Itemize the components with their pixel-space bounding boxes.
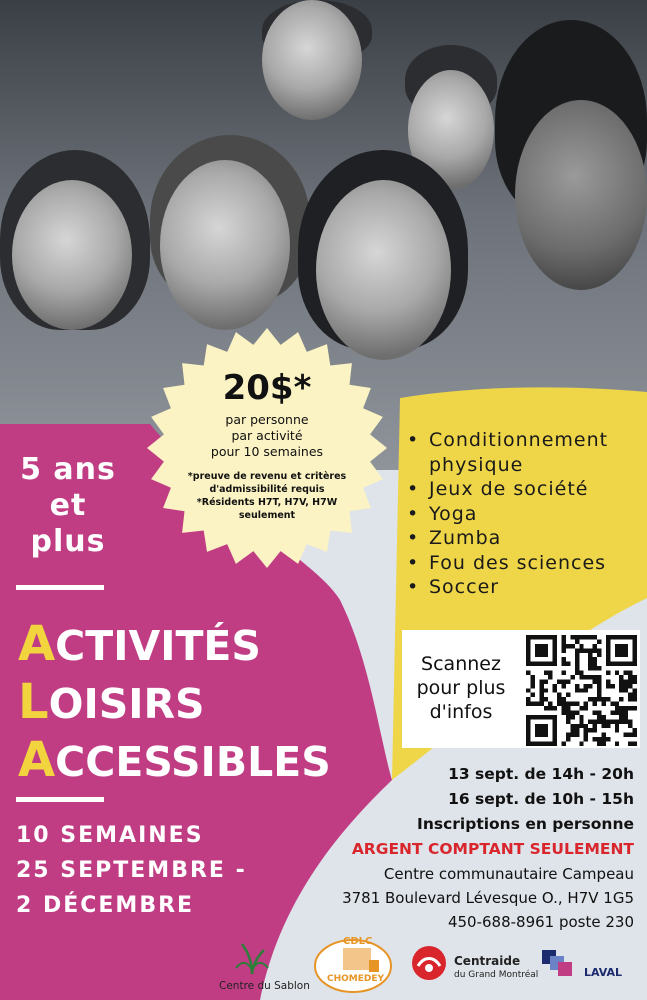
- fine-line: *Résidents H7T, H7V, H7W: [196, 497, 338, 508]
- laval-logo-text: LAVAL: [584, 966, 623, 979]
- activity-label: physique: [429, 453, 524, 476]
- date-line: 25 SEPTEMBRE -: [16, 858, 247, 883]
- scan-line: pour plus: [416, 677, 506, 699]
- activity-item: [405, 575, 608, 600]
- price-line: par activité: [231, 428, 303, 443]
- registration-mode: Inscriptions en personne: [417, 815, 634, 833]
- price-amount: 20$*: [222, 368, 312, 408]
- activity-label: Soccer: [429, 576, 500, 598]
- registration-info: [342, 762, 634, 934]
- session-date-2: 16 sept. de 10h - 15h: [448, 790, 634, 808]
- eligibility-note: [146, 470, 388, 522]
- fine-line: d'admissibilité requis: [209, 484, 325, 495]
- age-line: et: [49, 488, 87, 523]
- age-line: plus: [30, 524, 106, 559]
- venue-name: Centre communautaire Campeau: [383, 865, 634, 883]
- date-line: 10 SEMAINES: [16, 823, 204, 848]
- activity-label: Conditionnement: [429, 429, 609, 451]
- scan-line: Scannez: [421, 653, 501, 675]
- price-line: par personne: [225, 412, 309, 427]
- title-rest: CCESSIBLES: [55, 738, 331, 786]
- phone-number: 450-688-8961 poste 230: [447, 913, 634, 931]
- centraide-logo-icon: [410, 944, 448, 982]
- venue-address: 3781 Boulevard Lévesque O., H7V 1G5: [342, 889, 634, 907]
- fine-line: *preuve de revenu et critères: [187, 471, 347, 482]
- centraide-logo-text: Centraide: [454, 954, 521, 968]
- payment-notice: ARGENT COMPTANT SEULEMENT: [351, 840, 634, 858]
- title-line: [18, 616, 331, 674]
- activity-label: Zumba: [429, 527, 502, 549]
- price-details: [146, 412, 388, 460]
- activity-item: [405, 477, 608, 502]
- divider-bottom: [16, 797, 104, 802]
- main-title: [18, 616, 331, 790]
- age-label: [0, 452, 136, 560]
- qr-code[interactable]: [526, 635, 637, 746]
- price-line: pour 10 semaines: [210, 444, 324, 459]
- activity-item: [405, 526, 608, 551]
- title-rest: OISIRS: [48, 680, 205, 728]
- session-date-1: 13 sept. de 14h - 20h: [448, 765, 634, 783]
- scan-line: d'infos: [429, 701, 493, 723]
- title-line: [18, 674, 331, 732]
- activity-item: [405, 428, 608, 477]
- title-initial: A: [18, 732, 56, 788]
- activities-list: [405, 428, 608, 600]
- program-dates: [16, 818, 247, 923]
- activity-item: [405, 502, 608, 527]
- centraide-logo-subtext: du Grand Montréal: [454, 970, 539, 980]
- title-line: [18, 732, 331, 790]
- activity-label: Jeux de société: [429, 478, 589, 500]
- date-line: 2 DÉCEMBRE: [16, 893, 195, 918]
- partner-logos: [0, 930, 647, 1000]
- cdlc-logo-text: CDLC: [343, 936, 373, 947]
- title-initial: A: [18, 616, 56, 672]
- title-rest: CTIVITÉS: [55, 622, 261, 670]
- cdlc-logo-subtext: CHOMEDEY: [327, 974, 385, 984]
- sablon-logo-icon: [222, 938, 282, 978]
- activity-label: Yoga: [429, 502, 478, 525]
- title-initial: L: [18, 674, 49, 730]
- sablon-logo-text: Centre du Sablon: [219, 980, 310, 992]
- scan-text: [404, 652, 518, 724]
- divider-top: [16, 585, 104, 590]
- fine-line: seulement: [238, 510, 296, 521]
- price-block: [146, 370, 388, 522]
- activity-item: [405, 551, 608, 576]
- activity-label: Fou des sciences: [429, 551, 607, 574]
- laval-logo-icon: [540, 948, 580, 978]
- age-line: 5 ans: [20, 452, 116, 487]
